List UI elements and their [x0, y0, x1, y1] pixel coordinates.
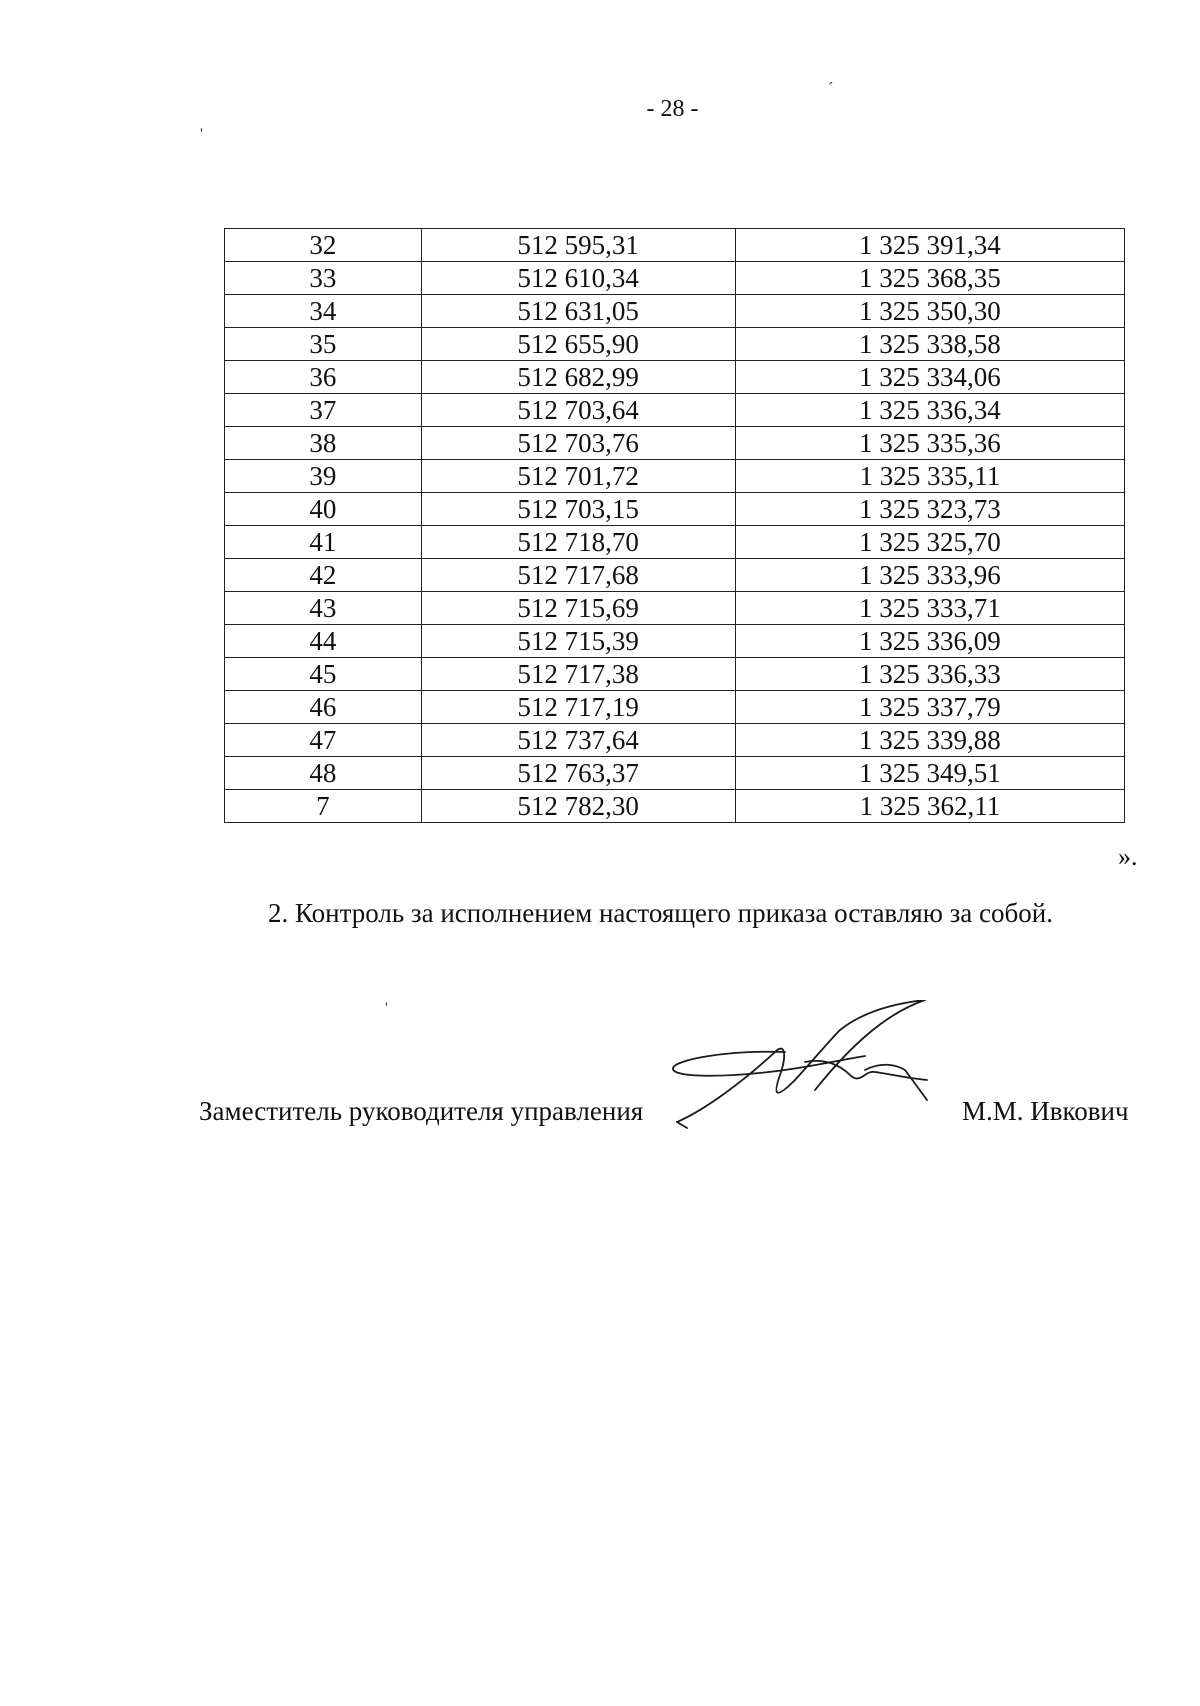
y-coordinate-cell: 1 325 323,73 — [735, 493, 1124, 526]
scan-speck: ' — [200, 126, 203, 143]
point-number-cell: 47 — [225, 724, 422, 757]
x-coordinate-cell: 512 655,90 — [421, 328, 735, 361]
table-row — [225, 493, 1125, 526]
x-coordinate-cell: 512 718,70 — [421, 526, 735, 559]
coordinates-table — [224, 228, 1125, 823]
y-coordinate-cell: 1 325 337,79 — [735, 691, 1124, 724]
table-row — [225, 790, 1125, 823]
point-number-cell: 40 — [225, 493, 422, 526]
table-row — [225, 262, 1125, 295]
table-row — [225, 328, 1125, 361]
y-coordinate-cell: 1 325 333,96 — [735, 559, 1124, 592]
x-coordinate-cell: 512 717,38 — [421, 658, 735, 691]
y-coordinate-cell: 1 325 336,33 — [735, 658, 1124, 691]
x-coordinate-cell: 512 717,19 — [421, 691, 735, 724]
y-coordinate-cell: 1 325 334,06 — [735, 361, 1124, 394]
y-coordinate-cell: 1 325 391,34 — [735, 229, 1124, 262]
x-coordinate-cell: 512 715,39 — [421, 625, 735, 658]
y-coordinate-cell: 1 325 325,70 — [735, 526, 1124, 559]
point-number-cell: 7 — [225, 790, 422, 823]
x-coordinate-cell: 512 682,99 — [421, 361, 735, 394]
x-coordinate-cell: 512 701,72 — [421, 460, 735, 493]
point-number-cell: 34 — [225, 295, 422, 328]
table-row — [225, 295, 1125, 328]
table-row — [225, 691, 1125, 724]
point-number-cell: 45 — [225, 658, 422, 691]
point-number-cell: 38 — [225, 427, 422, 460]
point-number-cell: 39 — [225, 460, 422, 493]
page-number: - 28 - — [646, 96, 699, 122]
y-coordinate-cell: 1 325 336,34 — [735, 394, 1124, 427]
scan-speck: ´ — [828, 80, 834, 97]
point-number-cell: 35 — [225, 328, 422, 361]
point-number-cell: 32 — [225, 229, 422, 262]
x-coordinate-cell: 512 737,64 — [421, 724, 735, 757]
y-coordinate-cell: 1 325 350,30 — [735, 295, 1124, 328]
point-number-cell: 48 — [225, 757, 422, 790]
table-row — [225, 658, 1125, 691]
point-number-cell: 33 — [225, 262, 422, 295]
y-coordinate-cell: 1 325 335,11 — [735, 460, 1124, 493]
y-coordinate-cell: 1 325 335,36 — [735, 427, 1124, 460]
y-coordinate-cell: 1 325 362,11 — [735, 790, 1124, 823]
x-coordinate-cell: 512 717,68 — [421, 559, 735, 592]
x-coordinate-cell: 512 782,30 — [421, 790, 735, 823]
y-coordinate-cell: 1 325 336,09 — [735, 625, 1124, 658]
table-row — [225, 724, 1125, 757]
x-coordinate-cell: 512 631,05 — [421, 295, 735, 328]
x-coordinate-cell: 512 763,37 — [421, 757, 735, 790]
table-row — [225, 460, 1125, 493]
point-number-cell: 36 — [225, 361, 422, 394]
scan-speck: ' — [385, 1000, 388, 1017]
table-row — [225, 229, 1125, 262]
y-coordinate-cell: 1 325 368,35 — [735, 262, 1124, 295]
x-coordinate-cell: 512 715,69 — [421, 592, 735, 625]
table-row — [225, 526, 1125, 559]
handwritten-signature-icon — [665, 1000, 945, 1140]
x-coordinate-cell: 512 703,64 — [421, 394, 735, 427]
x-coordinate-cell: 512 703,15 — [421, 493, 735, 526]
x-coordinate-cell: 512 703,76 — [421, 427, 735, 460]
x-coordinate-cell: 512 595,31 — [421, 229, 735, 262]
signatory-position: Заместитель руководителя управления — [199, 1096, 644, 1126]
table-row — [225, 757, 1125, 790]
x-coordinate-cell: 512 610,34 — [421, 262, 735, 295]
closing-quote: ». — [1118, 842, 1138, 871]
signatory-name: М.М. Ивкович — [962, 1096, 1129, 1126]
point-number-cell: 41 — [225, 526, 422, 559]
table-row — [225, 625, 1125, 658]
point-number-cell: 37 — [225, 394, 422, 427]
table-row — [225, 427, 1125, 460]
y-coordinate-cell: 1 325 333,71 — [735, 592, 1124, 625]
table-row — [225, 394, 1125, 427]
control-paragraph: 2. Контроль за исполнением настоящего приказа оставляю за собой. — [268, 898, 1053, 928]
point-number-cell: 42 — [225, 559, 422, 592]
coordinates-table-body — [225, 229, 1125, 823]
table-row — [225, 559, 1125, 592]
point-number-cell: 43 — [225, 592, 422, 625]
table-row — [225, 361, 1125, 394]
point-number-cell: 46 — [225, 691, 422, 724]
table-row — [225, 592, 1125, 625]
y-coordinate-cell: 1 325 349,51 — [735, 757, 1124, 790]
y-coordinate-cell: 1 325 338,58 — [735, 328, 1124, 361]
point-number-cell: 44 — [225, 625, 422, 658]
y-coordinate-cell: 1 325 339,88 — [735, 724, 1124, 757]
